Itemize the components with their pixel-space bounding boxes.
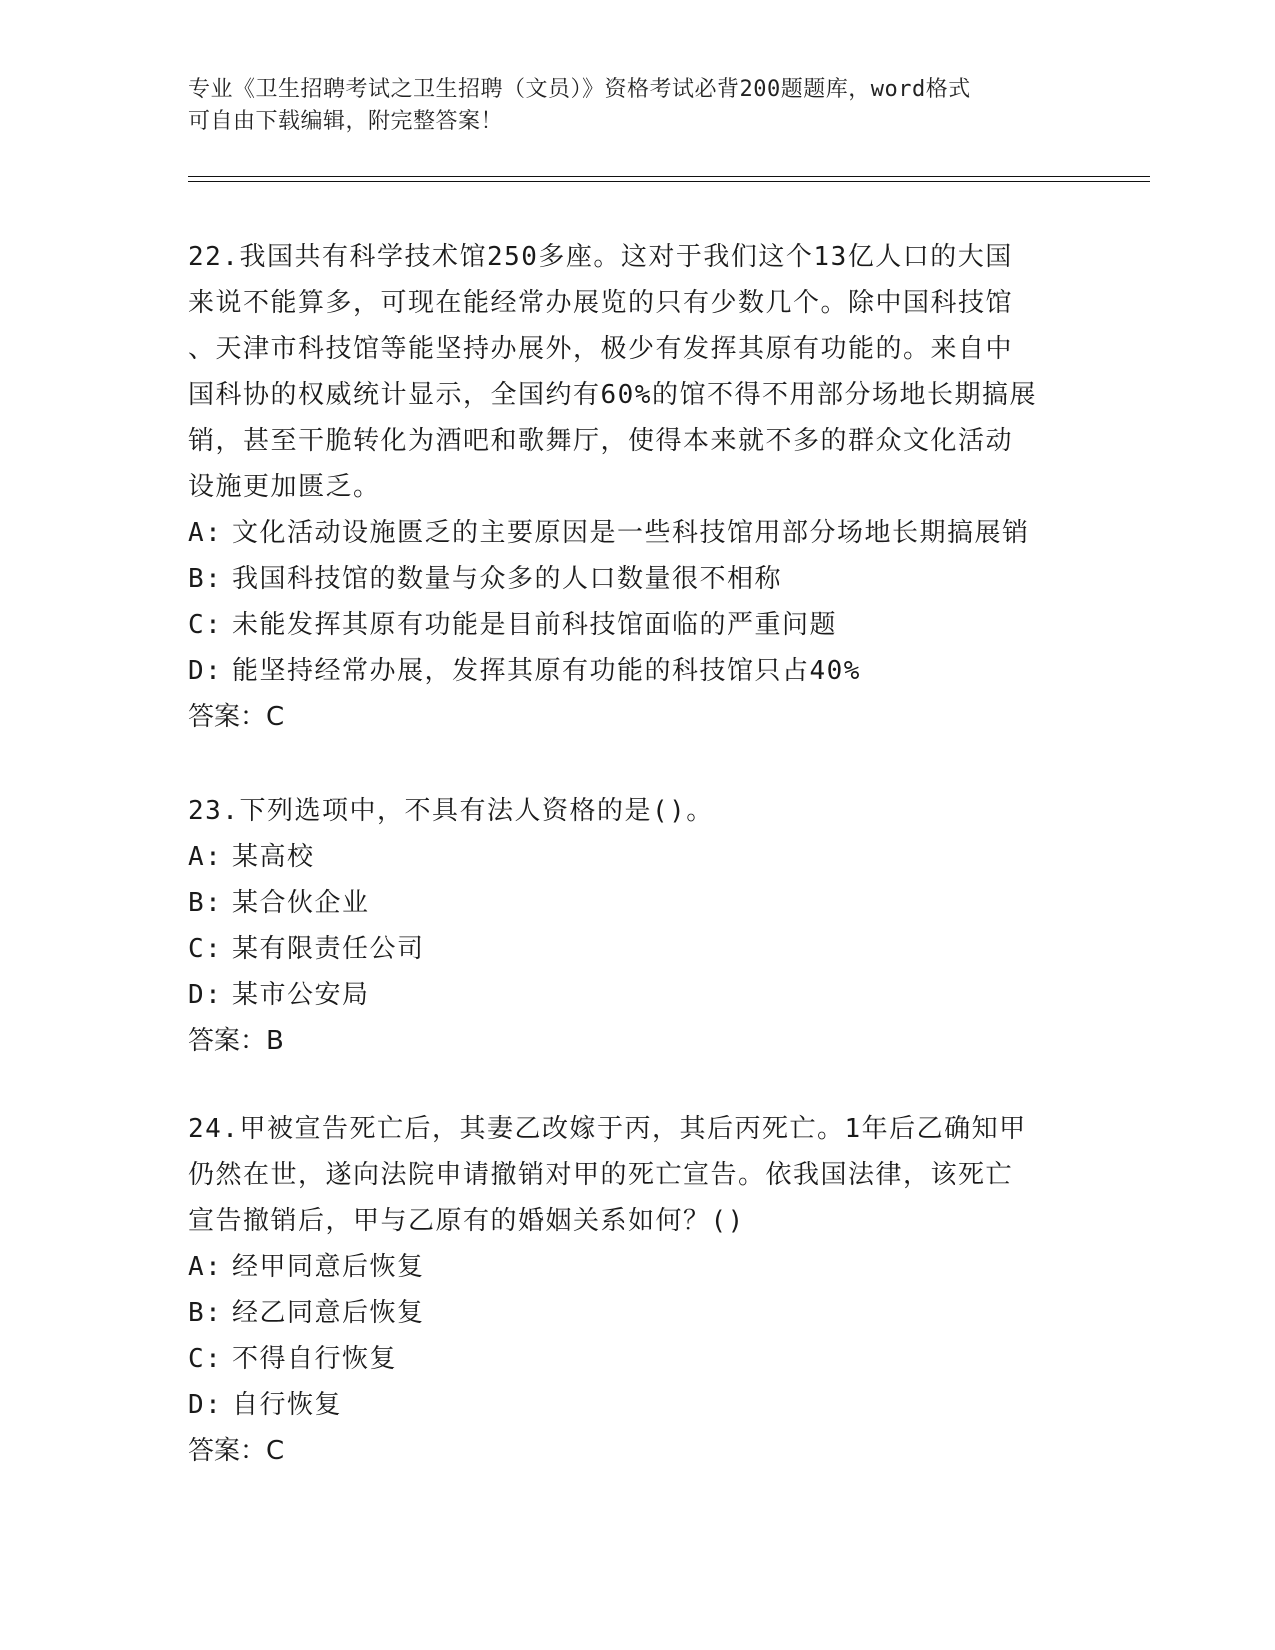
answer-line: 答案：C [188, 702, 285, 732]
option-key: D: [188, 980, 223, 1010]
header-divider-bottom [188, 181, 1150, 182]
option-d [188, 1382, 1088, 1428]
option-key: B: [188, 1298, 223, 1328]
option-text: 自行恢复 [232, 1390, 343, 1420]
question-stem-line: 设施更加匮乏。 [188, 472, 381, 502]
option-text: 不得自行恢复 [232, 1344, 398, 1374]
question-23 [188, 788, 1088, 1064]
option-c [188, 602, 1088, 648]
option-key: C: [188, 934, 223, 964]
option-d [188, 972, 1088, 1018]
question-stem-line: 24.甲被宣告死亡后，其妻乙改嫁于丙，其后丙死亡。1年后乙确知甲 [188, 1114, 1027, 1144]
question-24 [188, 1106, 1088, 1474]
option-d [188, 648, 1088, 694]
option-text: 某有限责任公司 [232, 934, 425, 964]
header-line-1: 专业《卫生招聘考试之卫生招聘（文员）》资格考试必背200题题库，word格式 [188, 77, 971, 102]
option-text: 未能发挥其原有功能是目前科技馆面临的严重问题 [232, 610, 838, 640]
option-c [188, 1336, 1088, 1382]
option-text: 某合伙企业 [232, 888, 370, 918]
option-text: 能坚持经常办展，发挥其原有功能的科技馆只占40% [232, 656, 861, 686]
question-stem-line: 23.下列选项中，不具有法人资格的是()。 [188, 796, 714, 826]
option-c [188, 926, 1088, 972]
option-a [188, 834, 1088, 880]
option-key: C: [188, 1344, 223, 1374]
question-stem-line: 国科协的权威统计显示，全国约有60%的馆不得不用部分场地长期搞展 [188, 380, 1037, 410]
option-b [188, 880, 1088, 926]
header-line-2: 可自由下载编辑，附完整答案！ [188, 109, 504, 134]
question-stem-line: 、天津市科技馆等能坚持办展外，极少有发挥其原有功能的。来自中 [188, 334, 1014, 364]
option-b [188, 556, 1088, 602]
option-text: 文化活动设施匮乏的主要原因是一些科技馆用部分场地长期搞展销 [232, 518, 1030, 548]
option-key: D: [188, 1390, 223, 1420]
option-b [188, 1290, 1088, 1336]
option-text: 经甲同意后恢复 [232, 1252, 425, 1282]
option-text: 某市公安局 [232, 980, 370, 1010]
option-key: A: [188, 518, 223, 548]
option-key: A: [188, 1252, 223, 1282]
question-stem-line: 22.我国共有科学技术馆250多座。这对于我们这个13亿人口的大国 [188, 242, 1013, 272]
header-divider-top [188, 176, 1150, 177]
document-header [188, 74, 1088, 138]
question-stem-line: 来说不能算多，可现在能经常办展览的只有少数几个。除中国科技馆 [188, 288, 1014, 318]
option-key: C: [188, 610, 223, 640]
answer-line: 答案：C [188, 1436, 285, 1466]
question-stem-line: 宣告撤销后，甲与乙原有的婚姻关系如何？() [188, 1206, 745, 1236]
question-22 [188, 234, 1088, 740]
option-text: 某高校 [232, 842, 315, 872]
option-a [188, 1244, 1088, 1290]
question-stem-line: 销，甚至干脆转化为酒吧和歌舞厅，使得本来就不多的群众文化活动 [188, 426, 1014, 456]
option-key: A: [188, 842, 223, 872]
question-stem-line: 仍然在世，遂向法院申请撤销对甲的死亡宣告。依我国法律，该死亡 [188, 1160, 1014, 1190]
option-text: 我国科技馆的数量与众多的人口数量很不相称 [232, 564, 783, 594]
option-key: D: [188, 656, 223, 686]
answer-line: 答案：B [188, 1026, 284, 1056]
option-text: 经乙同意后恢复 [232, 1298, 425, 1328]
option-key: B: [188, 564, 223, 594]
option-key: B: [188, 888, 223, 918]
option-a [188, 510, 1088, 556]
